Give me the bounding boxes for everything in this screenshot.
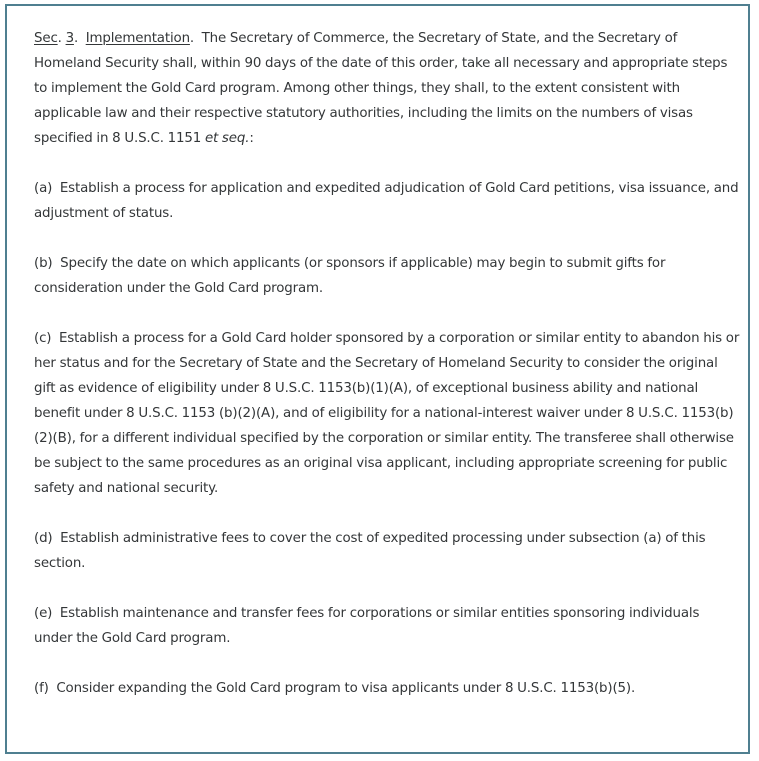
document-frame	[5, 4, 750, 754]
document-body	[34, 26, 740, 701]
section-label: Sec	[34, 31, 58, 46]
subsection-text: Establish a process for application and expedited adjudication of Gold Card petitions, visa issuance, and adjustment of status.	[34, 181, 739, 221]
subsection-text: Establish administrative fees to cover the cost of expedited processing under subsection (a) of this section.	[34, 531, 706, 571]
section-intro-end: :	[249, 131, 254, 146]
subsection-label: (d)	[34, 531, 53, 546]
section-intro-text: The Secretary of Commerce, the Secretary of State, and the Secretary of Homeland Security shall, within 90 days of the date of this order, take all necessary and appropriate steps to implement the Gold Card program. Among other things, they shall, to the extent consistent with applicable law and their respective statutory authorities, including the limits on the numbers of visas specified in 8 U.S.C. 1151	[34, 31, 728, 146]
subsection-b	[34, 251, 740, 301]
subsection-label: (a)	[34, 181, 53, 196]
subsection-label: (c)	[34, 331, 52, 346]
subsection-text: Establish a process for a Gold Card holder sponsored by a corporation or similar entity to abandon his or her status and for the Secretary of State and the Secretary of Homeland Security to consider the original gift as evidence of eligibility under 8 U.S.C. 1153(b)(1)(A), of exceptional business ability and national benefit under 8 U.S.C. 1153 (b)(2)(A), and of eligibility for a national-interest waiver under 8 U.S.C. 1153(b)(2)(B), for a different individual specified by the corporation or similar entity. The transferee shall otherwise be subject to the same procedures as an original visa applicant, including appropriate screening for public safety and national security.	[34, 331, 740, 496]
subsection-text: Consider expanding the Gold Card program to visa applicants under 8 U.S.C. 1153(b)(5).	[56, 681, 636, 696]
subsection-label: (f)	[34, 681, 49, 696]
subsection-text: Establish maintenance and transfer fees for corporations or similar entities sponsoring individuals under the Gold Card program.	[34, 606, 700, 646]
section-intro: Sec. 3. Implementation. The Secretary of Commerce, the Secretary of State, and the Secretary of Homeland Security shall, within 90 days of the date of this order, take all necessary and appropriate steps to implement the Gold Card program. Among other things, they shall, to the extent consistent with applicable law and their respective statutory authorities, including the limits on the numbers of visas specified in 8 U.S.C. 1151 et seq.:	[34, 31, 728, 146]
subsection-d	[34, 526, 740, 576]
subsection-a	[34, 176, 740, 226]
subsection-f	[34, 676, 740, 701]
subsection-c	[34, 326, 740, 501]
subsection-text: Specify the date on which applicants (or sponsors if applicable) may begin to submit gifts for consideration under the Gold Card program.	[34, 256, 666, 296]
section-heading: Implementation	[85, 31, 190, 46]
subsection-label: (b)	[34, 256, 53, 271]
section-number: 3	[65, 31, 74, 46]
subsection-e	[34, 601, 740, 651]
subsection-label: (e)	[34, 606, 53, 621]
section-intro-italic: et seq.	[204, 131, 250, 146]
